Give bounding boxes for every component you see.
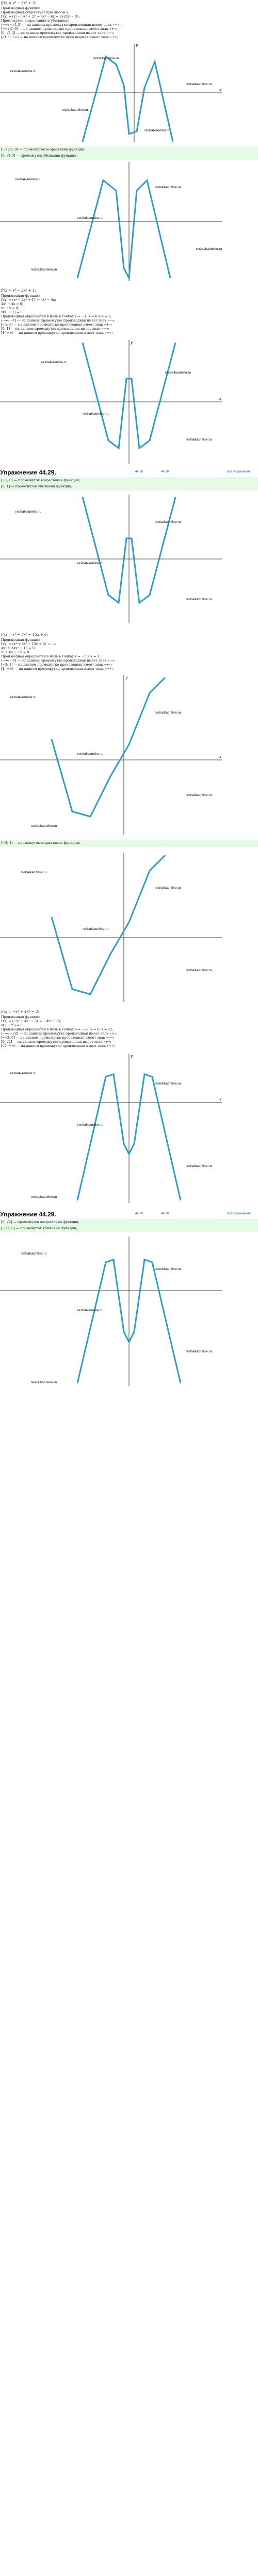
text-line: 4x³ − 4x = 0; (1, 302, 23, 306)
text-line: [−√2; 0] — на данном промежутке производная имеет знак «−»; (1, 1036, 115, 1040)
text-line: Промежутки возрастания и убывания: (1, 19, 69, 23)
conclusion-line: [−√2; 0] — промежуток убывания функции; (1, 1226, 77, 1230)
text-line: x² + 6x − 15 = 0; (1, 650, 30, 654)
watermark-text: reshalkaonline.ru (165, 371, 191, 375)
text-line: f′(x) = (−x⁴ + 4x² − 3)′ = −4x³ + 8x; (1, 1019, 62, 1023)
watermark-text: reshalkaonline.ru (77, 1309, 104, 1312)
conclusion-line: [−1; 0] — промежуток возрастания функции; (1, 478, 80, 482)
watermark-text: reshalkaonline.ru (31, 268, 57, 272)
text-line: f′(x) = (x⁴ − 3x² + 2)′ = 4x³ − 6x = 2x(2x² − 3); (1, 14, 80, 19)
watermark-text: reshalkaonline.ru (144, 129, 171, 132)
text-line: [√2; +∞) — на данном промежутке производная имеет знак «−»; (1, 1044, 115, 1048)
watermark-text: reshalkaonline.ru (31, 1381, 57, 1384)
watermark-text: reshalkaonline.ru (186, 793, 212, 797)
next-exercise-link[interactable]: 44.30 (161, 470, 169, 473)
watermark-text: reshalkaonline.ru (186, 1350, 212, 1353)
text-line: Производная функции: (1, 294, 42, 298)
axis-x-label: x (219, 397, 221, 401)
watermark-text: reshalkaonline.ru (83, 412, 109, 416)
axis-y-label: y (131, 341, 133, 345)
watermark-text: reshalkaonline.ru (77, 216, 104, 220)
watermark-text: reshalkaonline.ru (186, 1164, 212, 1168)
text-line: [0; √2] — на данном промежутке производная имеет знак «+»; (1, 1040, 111, 1044)
watermark-text: reshalkaonline.ru (155, 711, 181, 715)
watermark-text: reshalkaonline.ru (93, 57, 119, 60)
text-line: 4x³ + 24x² − 15 = 0; (1, 646, 36, 650)
watermark-text: reshalkaonline.ru (77, 562, 104, 565)
watermark-text: reshalkaonline.ru (186, 438, 212, 442)
watermark-text: reshalkaonline.ru (155, 520, 181, 524)
watermark-text: reshalkaonline.ru (15, 178, 42, 181)
function-graph (0, 41, 258, 144)
axis-x-label: x (219, 755, 221, 759)
watermark-text: reshalkaonline.ru (155, 1082, 181, 1086)
conclusion-line: [0; √1,5] — промежуток убывания функции; (1, 154, 78, 158)
function-graph (0, 672, 258, 837)
text-line: [1; +∞) — на данном промежутке производная имеет знак «+»; (1, 331, 113, 335)
text-line: x(2 − x²) = 0; (1, 1023, 24, 1027)
text-line: (−∞; −1] — на данном промежутке производная имеет знак «−»; (1, 318, 116, 323)
function-heading: f(x) = x⁴ − 2x² + 1; (1, 289, 36, 293)
watermark-text: reshalkaonline.ru (21, 871, 47, 874)
function-graph (0, 1234, 258, 1388)
prev-exercise-link[interactable]: 44.28 (135, 470, 143, 473)
text-line: [−√1,5; 0] — на данном промежутке производная имеет знак «+»; (1, 27, 118, 31)
text-line: [√1,5; +∞) — на данном промежутке производная имеет знак «+»; (1, 35, 118, 39)
watermark-text: reshalkaonline.ru (186, 598, 212, 601)
conclusion-line: [0; √2] — промежуток возрастания функции; (1, 1220, 79, 1224)
next-exercise-link[interactable]: 44.30 (161, 1212, 169, 1215)
text-line: [−1; 0] — на данном промежутке производная имеет знак «+»; (1, 323, 112, 327)
text-line: [−5; 1] — на данном промежутке производная имеет знак «+»; (1, 663, 112, 667)
text-line: [1; +∞) — на данном промежутке производная имеет знак «+»; (1, 667, 113, 671)
text-line: Производная обращается в нуль в точках x = −√2, x = 0, x = √2; (1, 1027, 114, 1031)
axis-y-label: y (136, 43, 138, 47)
text-line: f′(x) = (x⁴ − 2x² + 1)′ = 4x³ − 4x; (1, 298, 56, 302)
text-line: Производная существует при любом x. (1, 10, 70, 14)
text-line: (−∞; −√2] — на данном промежутке производная имеет знак «+»; (1, 1031, 118, 1036)
text-line: Производная функции: (1, 638, 42, 642)
watermark-text: reshalkaonline.ru (10, 696, 37, 699)
axis-y-label: y (125, 675, 127, 680)
watermark-text: reshalkaonline.ru (155, 185, 181, 189)
function-heading: f(x) = −x⁴ + 4x² − 3; (1, 1010, 39, 1014)
text-line: [0; 1] — на данном промежутке производная имеет знак «−»; (1, 327, 109, 331)
watermark-text: reshalkaonline.ru (10, 1072, 37, 1075)
conclusion-line: [0; 1] — промежуток убывания функции; (1, 484, 73, 488)
conclusion-line: [−5; 1] — промежуток возрастания функции; (1, 841, 80, 845)
watermark-text: reshalkaonline.ru (155, 886, 181, 890)
watermark-text: reshalkaonline.ru (186, 82, 212, 86)
text-line: Производная обращается в нуль в точках x = −5 и x = 1; (1, 654, 101, 658)
text-line: (−∞; −√1,5] — на данном промежутке производная имеет знак «−»; (1, 23, 121, 27)
watermark-text: reshalkaonline.ru (83, 927, 109, 931)
text-line: [0; √1,5] — на данном промежутке производная имеет знак «−»; (1, 31, 115, 35)
watermark-text: reshalkaonline.ru (77, 1123, 104, 1127)
watermark-text: reshalkaonline.ru (196, 247, 222, 251)
text-line: Производная функции: (1, 6, 42, 10)
watermark-text: reshalkaonline.ru (15, 510, 42, 514)
conclusion-line: [−√1,5; 0] — промежуток возрастания функции; (1, 147, 86, 151)
function-graph (0, 337, 258, 466)
watermark-text: reshalkaonline.ru (31, 824, 57, 828)
function-heading: f(x) = x⁴ − 3x² + 2; (1, 1, 36, 5)
text-line: Производная обращается в нуль в точках x = −1, x = 0 и x = 1; (1, 314, 112, 318)
watermark-text: reshalkaonline.ru (21, 1252, 47, 1256)
watermark-text: reshalkaonline.ru (31, 1195, 57, 1199)
text-line: x(x² − 1) = 0; (1, 310, 24, 314)
axis-y-label: y (131, 1054, 133, 1058)
text-line: (−∞; −5] — на данном промежутке производная имеет знак «−»; (1, 658, 116, 663)
watermark-text: reshalkaonline.ru (41, 361, 68, 364)
watermark-text: reshalkaonline.ru (186, 969, 212, 972)
exercise-title: Упражнение 44.29. (0, 1211, 56, 1218)
watermark-text: reshalkaonline.ru (10, 70, 37, 73)
watermark-text: reshalkaonline.ru (77, 752, 104, 756)
exercise-title: Упражнение 44.29. (0, 469, 56, 476)
axis-x-label: x (219, 1097, 221, 1101)
axis-x-label: x (219, 88, 221, 92)
function-heading: f(x) = x⁴ + 8x³ − 15x + 6; (1, 633, 48, 637)
prev-exercise-link[interactable]: 44.28 (135, 1212, 143, 1215)
watermark-text: reshalkaonline.ru (62, 108, 88, 112)
text-line: Производная функции: (1, 1015, 42, 1019)
text-line: x³ − x = 0; (1, 306, 19, 310)
watermark-text: reshalkaonline.ru (155, 1267, 181, 1271)
all-exercises-link[interactable]: Все упражнения (227, 1212, 251, 1215)
function-graph (0, 1051, 258, 1206)
text-line: f′(x) = (x⁴ + 8x³ − 15x + 6)′ = ...; (1, 642, 56, 646)
all-exercises-link[interactable]: Все упражнения (227, 470, 251, 473)
